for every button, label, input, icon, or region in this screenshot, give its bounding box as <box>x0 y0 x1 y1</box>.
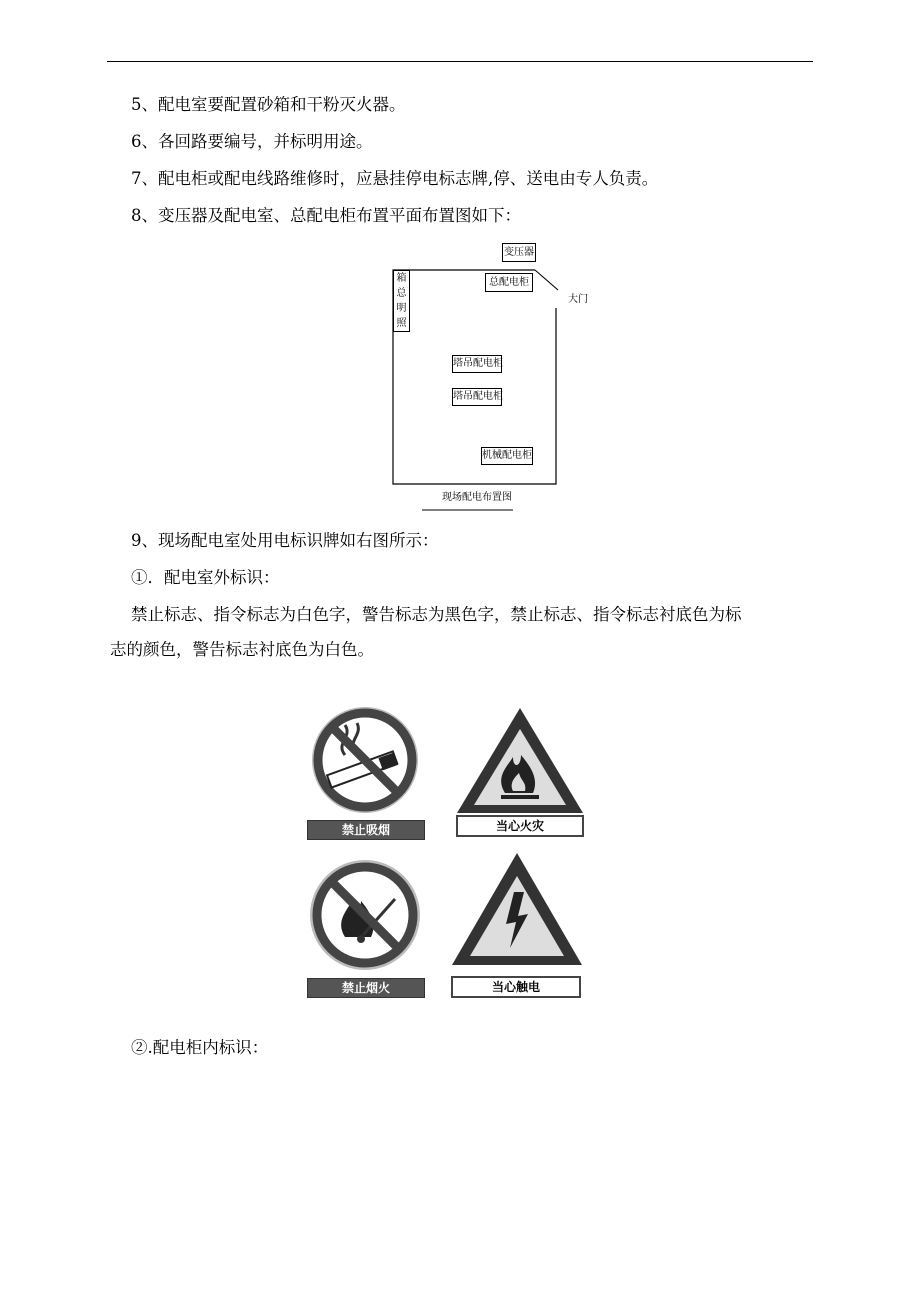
item-7: 7、配电柜或配电线路维修时，应悬挂停电标志牌,停、送电由专人负责。 <box>131 169 659 188</box>
no-smoking-label: 禁止吸烟 <box>307 820 425 840</box>
lighting-box-char: 箱 <box>396 273 407 284</box>
paragraph-line-2: 志的颜色，警告标志衬底色为白色。 <box>110 640 374 659</box>
machinery-cabinet-box: 机械配电柜 <box>481 447 533 465</box>
crane-cabinet-1-box: 塔吊配电柜 <box>452 355 502 373</box>
item-9: 9、现场配电室处用电标识牌如右图所示： <box>131 531 439 550</box>
header-rule <box>107 61 813 62</box>
electric-shock-label: 当心触电 <box>451 976 581 998</box>
item-6: 6、各回路要编号，并标明用途。 <box>131 132 373 151</box>
no-fire-icon <box>305 855 425 975</box>
crane-cabinet-2-box: 塔吊配电柜 <box>452 388 502 406</box>
layout-diagram <box>380 238 600 518</box>
no-fire-label: 禁止烟火 <box>307 978 425 998</box>
safety-signs <box>300 700 600 1010</box>
diagram-caption: 现场配电布置图 <box>442 492 512 503</box>
electric-shock-icon <box>450 850 585 970</box>
paragraph-line-1: 禁止标志、指令标志为白色字，警告标志为黑色字，禁止标志、指令标志衬底色为标 <box>131 605 742 624</box>
lighting-box-char: 照 <box>396 318 407 329</box>
gate-label: 大门 <box>568 294 588 305</box>
subheading-inside: ②.配电柜内标识： <box>131 1038 269 1057</box>
lighting-box-char: 总 <box>396 288 407 299</box>
lighting-box-char: 明 <box>396 303 407 314</box>
fire-warning-label: 当心火灾 <box>456 815 584 837</box>
transformer-box: 变压器 <box>502 243 536 262</box>
item-5: 5、配电室要配置砂箱和干粉灭火器。 <box>131 95 406 114</box>
item-8: 8、变压器及配电室、总配电柜布置平面布置图如下： <box>131 206 521 225</box>
lighting-box <box>393 270 410 332</box>
no-smoking-icon <box>305 705 425 820</box>
subheading-outside: ①．配电室外标识： <box>131 568 280 587</box>
fire-warning-icon <box>455 705 585 817</box>
main-cabinet-box: 总配电柜 <box>485 273 533 292</box>
